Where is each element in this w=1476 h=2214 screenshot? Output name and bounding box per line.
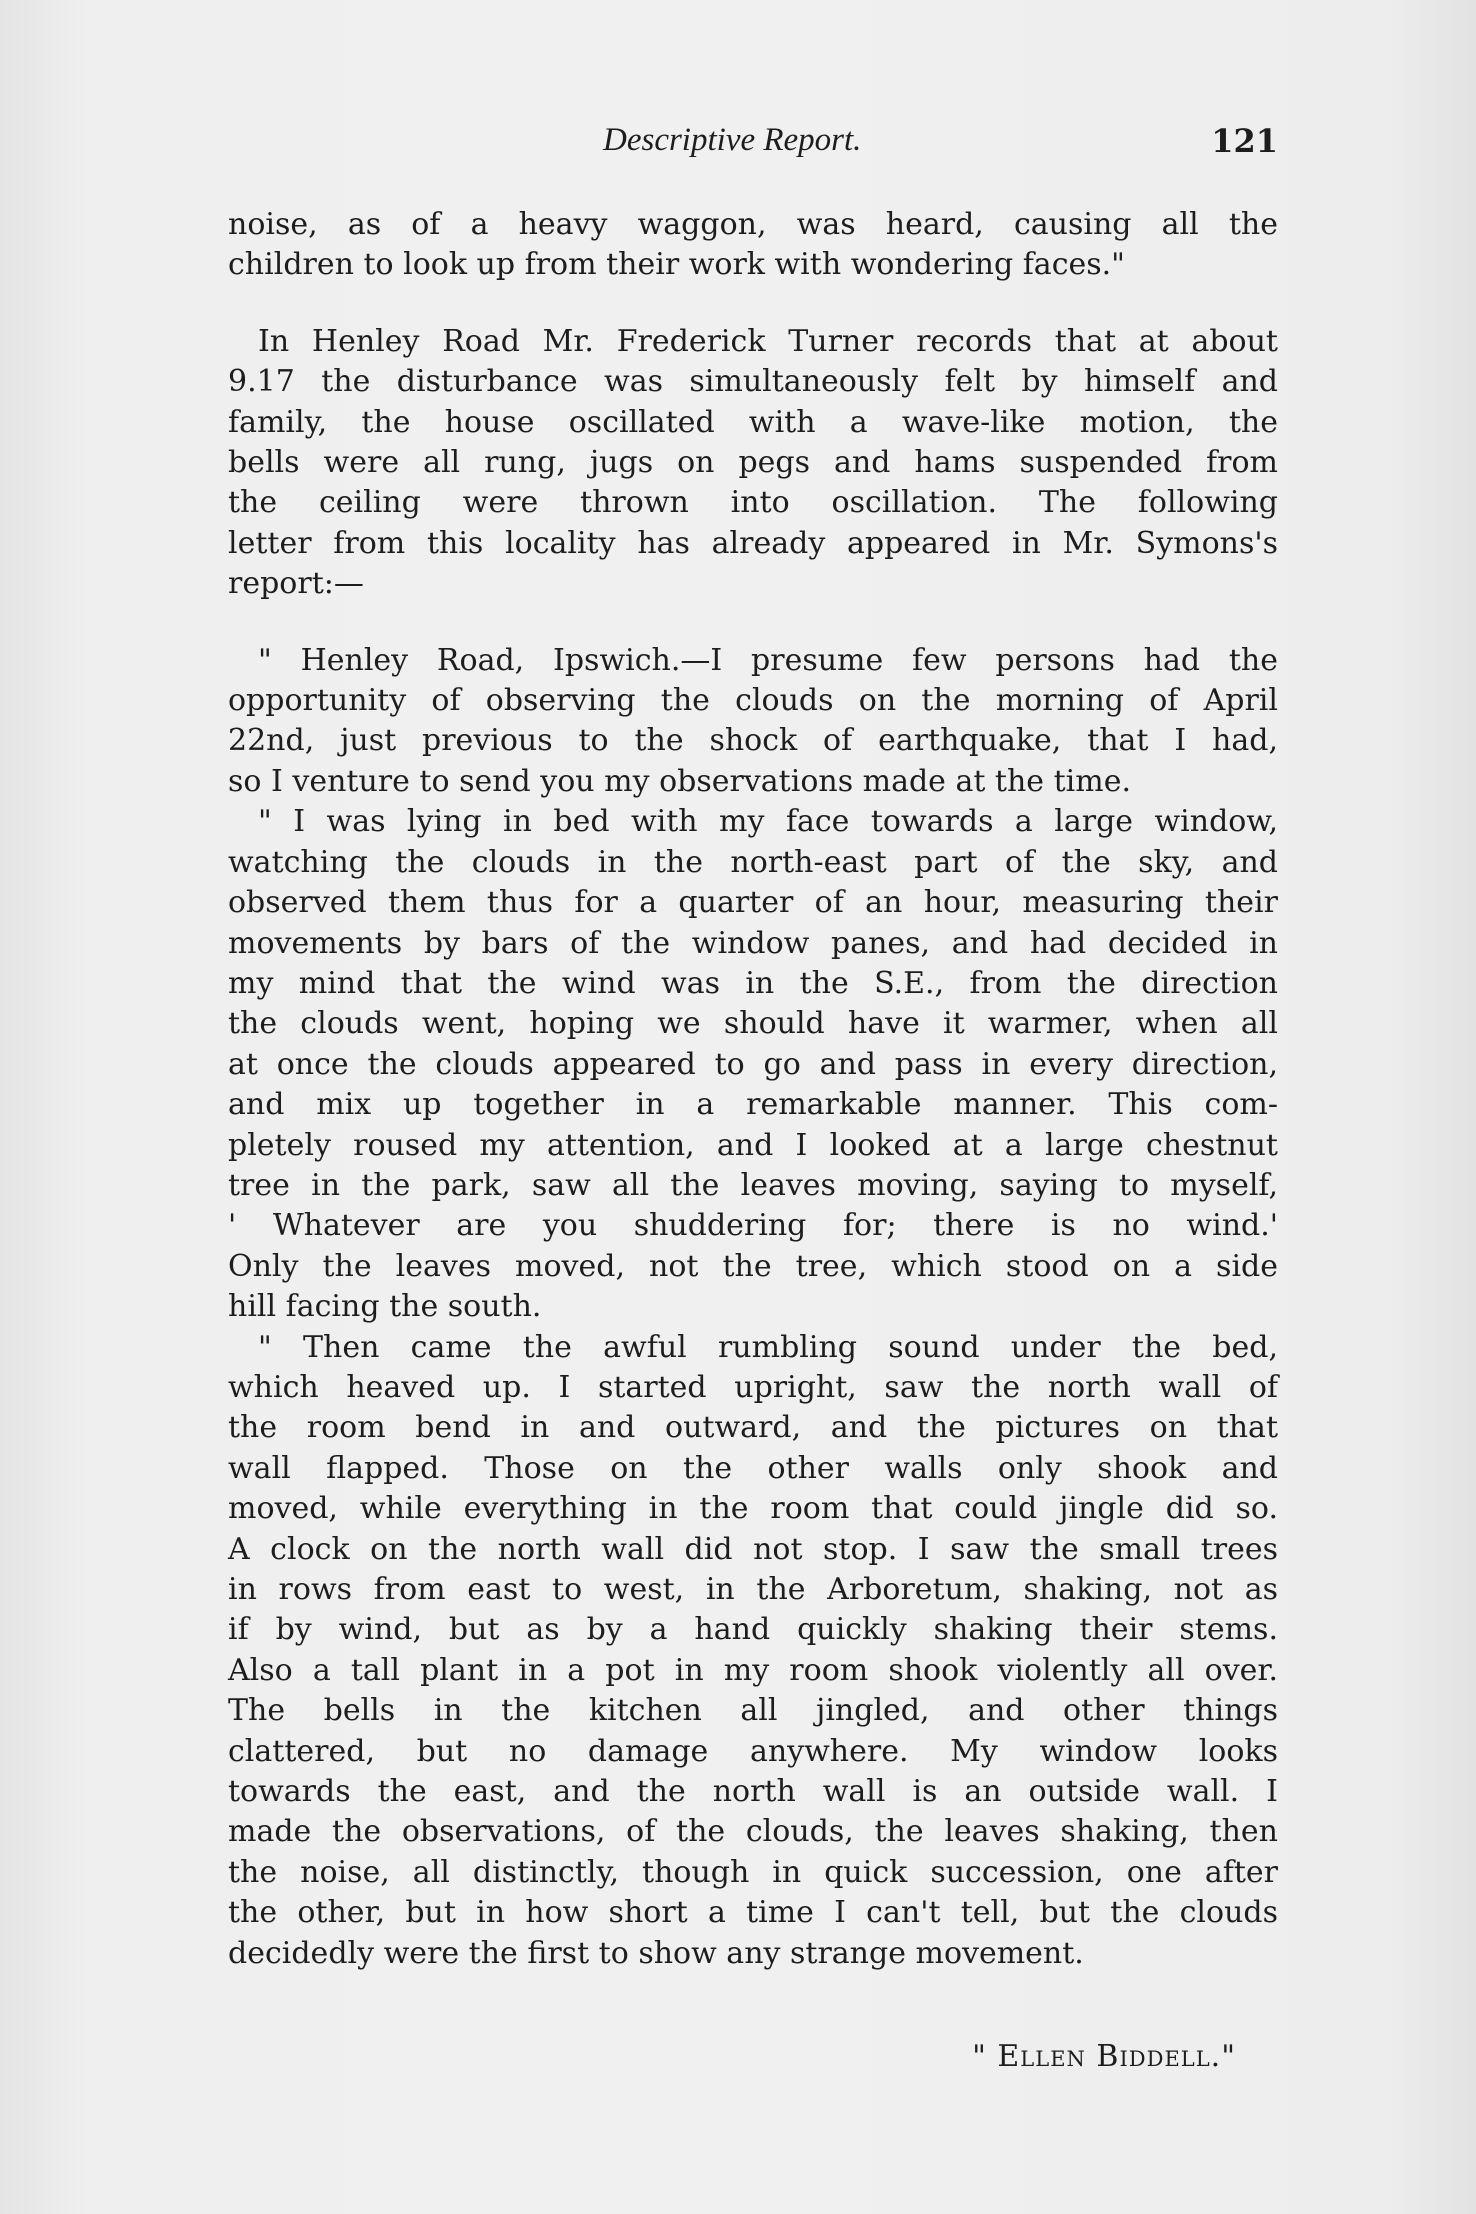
text-line: pletely roused my attention, and I looked at a large chestnut: [228, 1127, 1278, 1163]
page-header: [228, 122, 1278, 172]
text-line: 9.17 the disturbance was simultaneously felt by himself and: [228, 364, 1278, 400]
text-line: Only the leaves moved, not the tree, which stood on a side: [228, 1248, 1278, 1284]
text-line: towards the east, and the north wall is an outside wall. I: [228, 1774, 1278, 1810]
text-line: movements by bars of the window panes, and had decided in: [228, 925, 1278, 961]
text-line: Also a tall plant in a pot in my room shook violently all over.: [228, 1652, 1278, 1688]
text-line: " I was lying in bed with my face towards a large window,: [258, 804, 1278, 840]
text-line: opportunity of observing the clouds on the morning of April: [228, 683, 1278, 719]
text-line: In Henley Road Mr. Frederick Turner records that at about: [258, 323, 1278, 359]
text-line: children to look up from their work with wondering faces.": [228, 247, 1125, 283]
text-line: observed them thus for a quarter of an hour, measuring their: [228, 885, 1278, 921]
text-line: noise, as of a heavy waggon, was heard, causing all the: [228, 207, 1278, 242]
text-line: The bells in the kitchen all jingled, and other things: [228, 1693, 1278, 1729]
text-line: clattered, but no damage anywhere. My window looks: [228, 1733, 1278, 1769]
text-line: report:—: [228, 566, 364, 602]
text-line: watching the clouds in the north-east part of the sky, and: [228, 844, 1278, 880]
text-line: the noise, all distinctly, though in quick succession, one after: [228, 1854, 1278, 1890]
text-line: ' Whatever are you shuddering for; there is no wind.': [228, 1208, 1278, 1244]
text-line: my mind that the wind was in the S.E., from the direction: [228, 965, 1278, 1001]
signature: " Ellen Biddell.": [972, 2039, 1236, 2074]
text-line: bells were all rung, jugs on pegs and hams suspended from: [228, 445, 1278, 481]
text-line: the room bend in and outward, and the pictures on that: [228, 1410, 1278, 1446]
paragraph-gap: [228, 286, 1278, 322]
text-line: " Henley Road, Ipswich.—I presume few persons had the: [258, 642, 1278, 678]
text-line: the other, but in how short a time I can't tell, but the clouds: [228, 1895, 1278, 1931]
text-line: 22nd, just previous to the shock of earthquake, that I had,: [228, 723, 1278, 759]
body-text: [228, 205, 1278, 1974]
text-line: moved, while everything in the room that could jingle did so.: [228, 1491, 1278, 1527]
text-line: in rows from east to west, in the Arboretum, shaking, not as: [228, 1572, 1278, 1607]
text-line: the ceiling were thrown into oscillation. The following: [228, 485, 1278, 521]
running-head: Descriptive Report.: [603, 122, 862, 158]
text-line: if by wind, but as by a hand quickly shaking their stems.: [228, 1612, 1278, 1648]
text-line: letter from this locality has already appeared in Mr. Symons's: [228, 525, 1278, 561]
text-line: so I venture to send you my observations made at the time.: [228, 763, 1131, 799]
text-line: tree in the park, saw all the leaves moving, saying to myself,: [228, 1167, 1278, 1203]
text-line: the clouds went, hoping we should have it warmer, when all: [228, 1006, 1278, 1042]
text-line: made the observations, of the clouds, the leaves shaking, then: [228, 1814, 1278, 1850]
text-line: " Then came the awful rumbling sound under the bed,: [258, 1329, 1278, 1365]
text-line: at once the clouds appeared to go and pass in every direction,: [228, 1046, 1278, 1082]
text-line: wall flapped. Those on the other walls only shook and: [228, 1450, 1278, 1486]
text-line: which heaved up. I started upright, saw the north wall of: [228, 1369, 1278, 1405]
text-line: and mix up together in a remarkable manner. This com-: [228, 1087, 1278, 1123]
text-line: A clock on the north wall did not stop. I saw the small trees: [228, 1531, 1278, 1567]
text-line: family, the house oscillated with a wave-like motion, the: [228, 404, 1278, 440]
paragraph-gap: [228, 605, 1278, 641]
page-number: 121: [1211, 122, 1278, 160]
text-line: hill facing the south.: [228, 1289, 542, 1325]
text-line: decidedly were the first to show any strange movement.: [228, 1935, 1084, 1971]
